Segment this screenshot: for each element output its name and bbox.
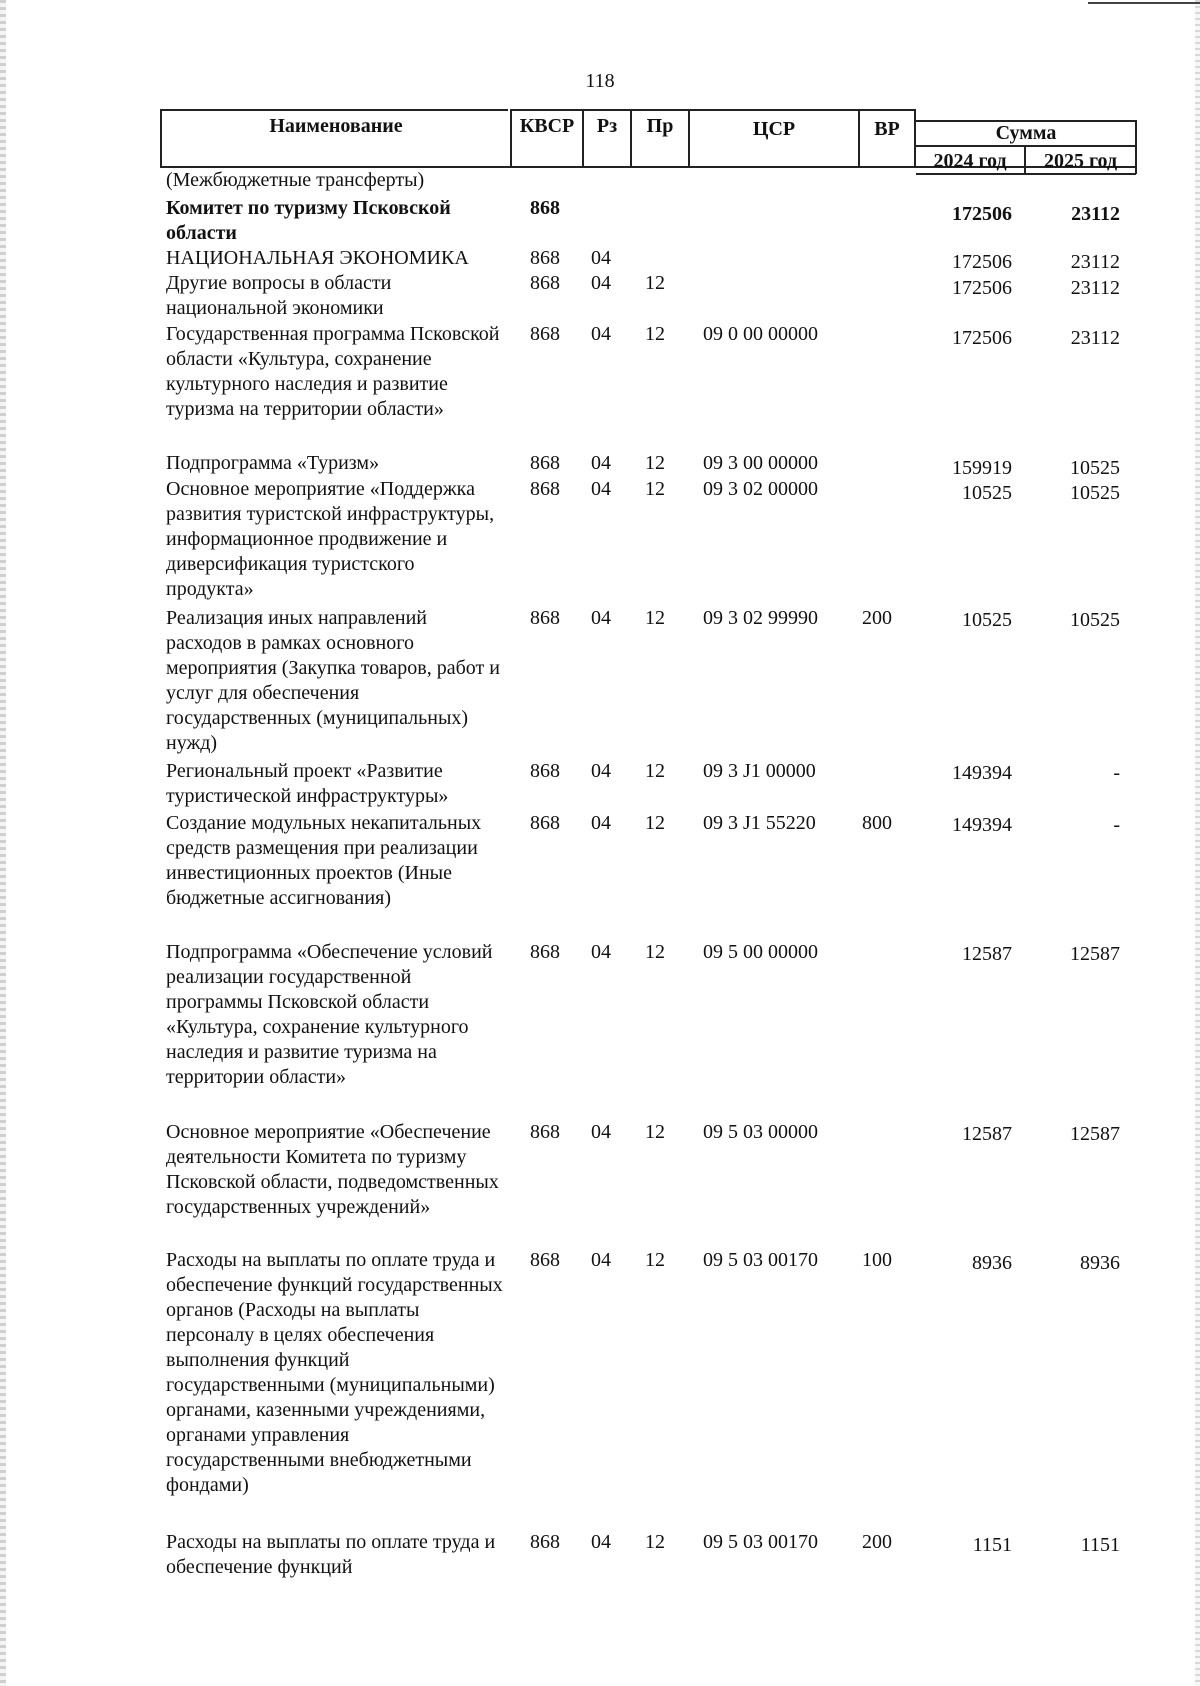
- row-csr: 09 5 03 00170: [703, 1249, 818, 1271]
- row-kvsr: 868: [530, 323, 560, 345]
- row-sum-2024: 172506: [952, 203, 1012, 225]
- row-kvsr: 868: [530, 1531, 560, 1553]
- row-name: Государственная программа Псковской области «Культура, сохранение культурного наследия и развитие туризма на территории области»: [166, 323, 500, 420]
- row-sum-2024: 8936: [972, 1252, 1012, 1274]
- row-pr: 12: [645, 760, 665, 782]
- row-sum-2025: 23112: [1070, 277, 1120, 299]
- row-sum-2024: 12587: [962, 1123, 1012, 1145]
- row-name: Реализация иных направлений расходов в рамках основного мероприятия (Закупка товаров, работ и услуг для обеспечения государственных (муниципальных) нужд): [166, 607, 500, 754]
- row-pr: 12: [645, 941, 665, 963]
- row-rz: 04: [591, 941, 611, 963]
- scan-edge-left: [0, 0, 6, 1686]
- row-sum-2024: 10525: [962, 609, 1012, 631]
- row-kvsr: 868: [530, 1121, 560, 1143]
- row-sum-2025: 23112: [1070, 251, 1120, 273]
- header-border-top-name: [160, 109, 508, 111]
- row-sum-2025: 12587: [1070, 943, 1120, 965]
- header-years-underline: [916, 173, 1136, 175]
- row-sum-2025: 10525: [1070, 609, 1120, 631]
- row-sum-2025: 23112: [1071, 203, 1120, 225]
- scan-top-mark: [1088, 2, 1200, 4]
- row-sum-2024: 149394: [952, 814, 1012, 836]
- row-sum-2025: 12587: [1070, 1123, 1120, 1145]
- row-vr: 800: [862, 812, 892, 834]
- row-kvsr: 868: [530, 452, 560, 474]
- row-csr: 09 3 J1 00000: [703, 760, 816, 782]
- row-sum-2024: 172506: [952, 277, 1012, 299]
- row-pr: 12: [645, 323, 665, 345]
- row-csr: 09 3 00 00000: [703, 452, 818, 474]
- row-csr: 09 0 00 00000: [703, 323, 818, 345]
- row-sum-2024: 172506: [952, 327, 1012, 349]
- row-pr: 12: [645, 452, 665, 474]
- row-rz: 04: [591, 323, 611, 345]
- header-kvsr: КВСР: [519, 115, 575, 137]
- header-rz: Рз: [596, 115, 618, 137]
- row-rz: 04: [591, 607, 611, 629]
- row-rz: 04: [591, 1121, 611, 1143]
- row-csr: 09 5 03 00170: [703, 1531, 818, 1553]
- row-name: Подпрограмма «Туризм»: [166, 452, 380, 474]
- header-year-2025: 2025 год: [1043, 150, 1118, 172]
- header-csr: ЦСР: [752, 118, 796, 140]
- row-sum-2025: 10525: [1070, 457, 1120, 479]
- row-sum-2025: -: [1113, 814, 1120, 836]
- header-year-2024: 2024 год: [933, 150, 1007, 172]
- row-pr: 12: [645, 607, 665, 629]
- row-pr: 12: [645, 812, 665, 834]
- header-sum: Сумма: [995, 122, 1057, 144]
- row-sum-2025: 23112: [1070, 327, 1120, 349]
- row-rz: 04: [591, 760, 611, 782]
- row-rz: 04: [591, 1249, 611, 1271]
- row-rz: 04: [591, 812, 611, 834]
- row-sum-2025: 10525: [1070, 482, 1120, 504]
- row-name: Другие вопросы в области национальной экономики: [166, 272, 392, 319]
- row-name: Региональный проект «Развитие туристической инфраструктуры»: [166, 760, 449, 807]
- row-kvsr: 868: [530, 941, 560, 963]
- row-pr: 12: [645, 1121, 665, 1143]
- header-name: Наименование: [269, 115, 403, 137]
- row-kvsr: 868: [530, 247, 560, 269]
- row-csr: 09 3 02 00000: [703, 478, 818, 500]
- row-sum-2025: 1151: [1080, 1534, 1120, 1556]
- row-name: НАЦИОНАЛЬНАЯ ЭКОНОМИКА: [166, 247, 469, 269]
- scan-edge-right: [1195, 0, 1200, 1686]
- row-rz: 04: [591, 272, 611, 294]
- row-sum-2025: 8936: [1080, 1252, 1120, 1274]
- row-kvsr: 868: [530, 812, 560, 834]
- row-name: Создание модульных некапитальных средств размещения при реализации инвестиционных проектов (Иные бюджетные ассигнования): [166, 812, 482, 909]
- row-name: Основное мероприятие «Поддержка развития туристской инфраструктуры, информационное продвижение и диверсификация туристского продукта»: [166, 478, 495, 600]
- row-csr: 09 5 00 00000: [703, 941, 818, 963]
- row-pr: 12: [645, 478, 665, 500]
- row-pr: 12: [645, 1531, 665, 1553]
- row-kvsr: 868: [530, 197, 560, 219]
- row-pr: 12: [645, 272, 665, 294]
- row-rz: 04: [591, 452, 611, 474]
- row-sum-2024: 12587: [962, 943, 1012, 965]
- row-vr: 100: [862, 1249, 892, 1271]
- row-csr: 09 5 03 00000: [703, 1121, 818, 1143]
- row-kvsr: 868: [530, 760, 560, 782]
- header-border-top-codes: [512, 109, 916, 111]
- row-name: Подпрограмма «Обеспечение условий реализации государственной программы Псковской области «Культура, сохранение культурного наследия и развитие туризма на территории области»: [166, 941, 493, 1088]
- header-sum-underline: [916, 145, 1136, 147]
- row-rz: 04: [591, 478, 611, 500]
- row-name: Основное мероприятие «Обеспечение деятельности Комитета по туризму Псковской области, подведомственных государственных учреждений»: [166, 1121, 499, 1218]
- row-sum-2024: 159919: [952, 457, 1012, 479]
- row-sum-2024: 10525: [962, 482, 1012, 504]
- row-sum-2024: 172506: [952, 251, 1012, 273]
- row-name: (Межбюджетные трансферты): [166, 169, 425, 191]
- header-vr: ВР: [874, 118, 900, 140]
- row-sum-2025: -: [1113, 762, 1120, 784]
- row-sum-2024: 149394: [952, 762, 1012, 784]
- row-pr: 12: [645, 1249, 665, 1271]
- row-kvsr: 868: [530, 272, 560, 294]
- row-rz: 04: [591, 1531, 611, 1553]
- row-kvsr: 868: [530, 478, 560, 500]
- row-name: Комитет по туризму Псковской области: [166, 197, 451, 244]
- row-kvsr: 868: [530, 607, 560, 629]
- page-number: 118: [585, 70, 615, 92]
- row-csr: 09 3 02 99990: [703, 607, 818, 629]
- row-csr: 09 3 J1 55220: [703, 812, 816, 834]
- row-kvsr: 868: [530, 1249, 560, 1271]
- row-vr: 200: [862, 1531, 892, 1553]
- row-sum-2024: 1151: [972, 1534, 1012, 1556]
- row-name: Расходы на выплаты по оплате труда и обеспечение функций: [166, 1531, 496, 1578]
- row-name: Расходы на выплаты по оплате труда и обеспечение функций государственных органов (Расходы на выплаты персоналу в целях обеспечения выполнения функций государственными (муниципальными) органами, казенными учреждениями, органами управления государственными внебюджетными фондами): [166, 1249, 503, 1496]
- row-rz: 04: [591, 247, 611, 269]
- row-vr: 200: [862, 607, 892, 629]
- header-pr: Пр: [646, 115, 674, 137]
